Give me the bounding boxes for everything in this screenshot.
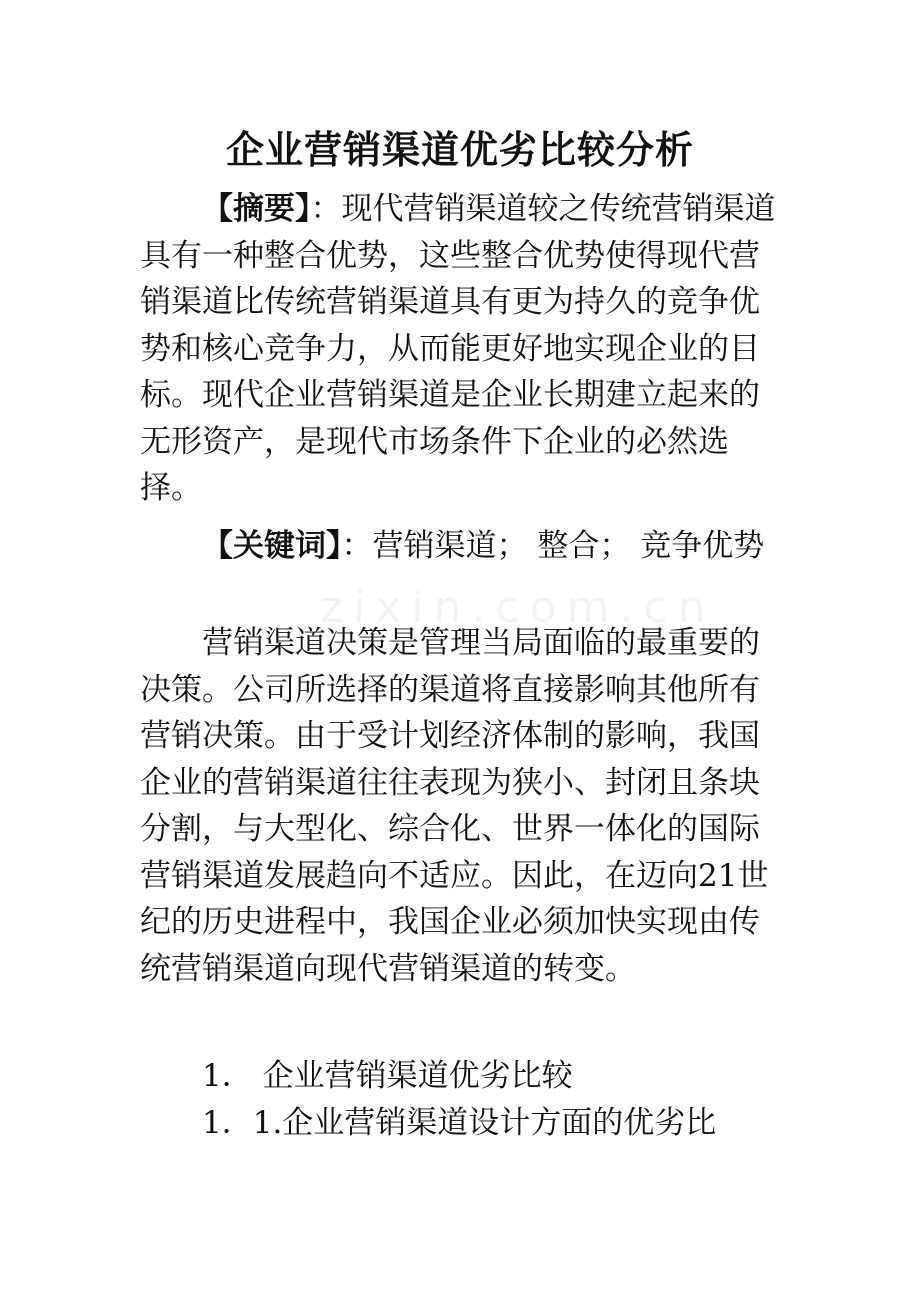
subsection-heading: 1．1.企业营销渠道设计方面的优劣比 xyxy=(202,1105,717,1141)
watermark: zixin.com.cn xyxy=(320,582,716,633)
keywords-text: ：营销渠道； 整合； 竞争优势 xyxy=(341,528,765,564)
abstract-paragraph xyxy=(140,186,785,512)
abstract-label: 【摘要】 xyxy=(202,191,311,227)
section-heading: 1． 企业营销渠道优劣比较 xyxy=(202,1058,573,1094)
body-paragraph: 营销渠道决策是管理当局面临的最重要的决策。公司所选择的渠道将直接影响其他所有营销决策。由于受计划经济体制的影响，我国企业的营销渠道往往表现为狭小、封闭且条块分割，与大型化、综合化、世界一体化的国际营销渠道发展趋向不适应。因此，在迈向21世纪的历史进程中，我国企业必须加快实现由传统营销渠道向现代营销渠道的转变。 xyxy=(140,625,769,987)
abstract-text: ：现代营销渠道较之传统营销渠道具有一种整合优势，这些整合优势使得现代营销渠道比传统营销渠道具有更为持久的竞争优势和核心竞争力，从而能更好地实现企业的目标。现代企业营销渠道是企业长期建立起来的无形资产，是现代市场条件下企业的必然选择。 xyxy=(140,191,776,506)
keywords-label: 【关键词】 xyxy=(202,528,342,564)
document-title: 企业营销渠道优劣比较分析 xyxy=(225,127,694,172)
keywords-paragraph xyxy=(140,523,785,570)
